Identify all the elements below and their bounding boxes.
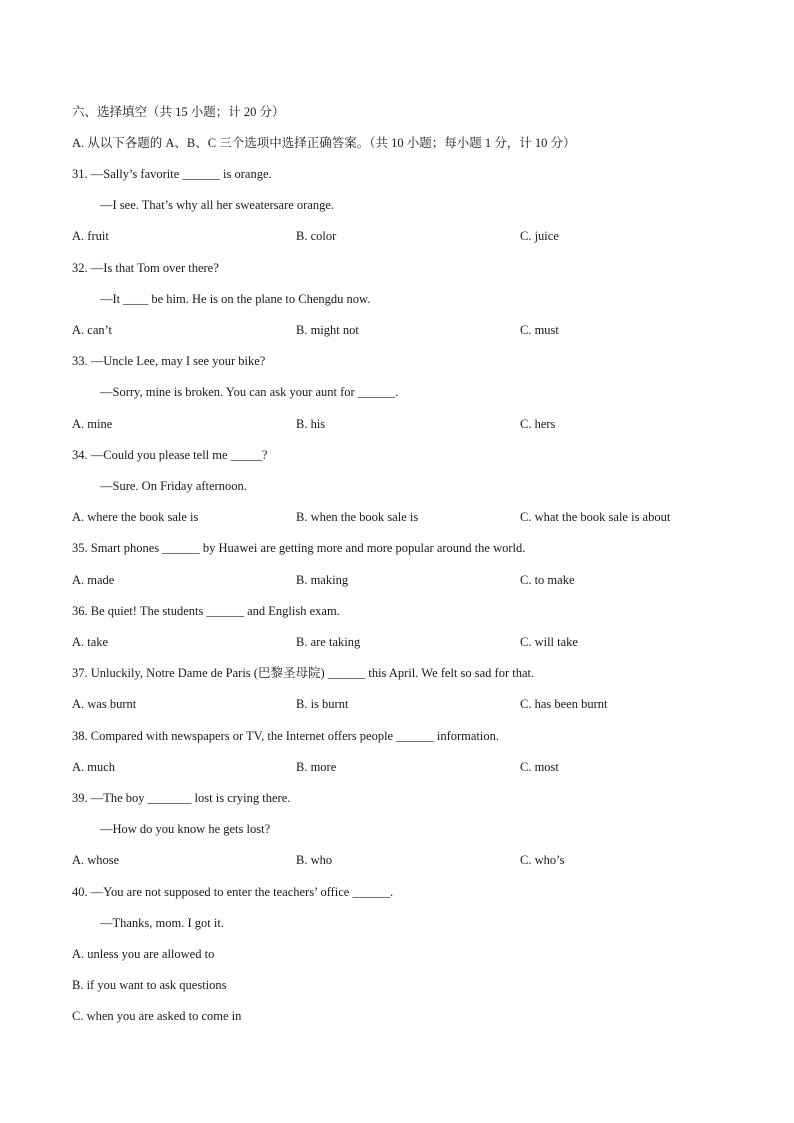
question-33-option-a: A. mine (72, 417, 113, 431)
question-37-option-c: C. has been burnt (520, 697, 608, 711)
question-31-option-b: B. color (296, 229, 337, 243)
question-39-response: —How do you know he gets lost? (100, 822, 271, 836)
question-35-option-a: A. made (72, 573, 115, 587)
question-33-stem: 33. —Uncle Lee, may I see your bike? (72, 354, 266, 368)
question-36-option-a: A. take (72, 635, 109, 649)
question-32-response: —It ____ be him. He is on the plane to Chengdu now. (100, 292, 371, 306)
question-34-option-c: C. what the book sale is about (520, 510, 671, 524)
question-33-option-c: C. hers (520, 417, 556, 431)
question-36-stem: 36. Be quiet! The students ______ and English exam. (72, 604, 340, 618)
question-40-stem: 40. —You are not supposed to enter the teachers’ office ______. (72, 885, 394, 899)
question-32-option-b: B. might not (296, 323, 359, 337)
question-40-response: —Thanks, mom. I got it. (100, 916, 224, 930)
question-33-response: —Sorry, mine is broken. You can ask your aunt for ______. (100, 385, 399, 399)
question-33-option-b: B. his (296, 417, 326, 431)
part-a-instruction: A. 从以下各题的 A、B、C 三个选项中选择正确答案。（共 10 小题；每小题 1 分，计 10 分） (72, 136, 576, 150)
question-36-option-c: C. will take (520, 635, 578, 649)
section-title: 六、选择填空（共 15 小题；计 20 分） (72, 105, 285, 119)
question-32-stem: 32. —Is that Tom over there? (72, 261, 219, 275)
question-34-stem: 34. —Could you please tell me _____? (72, 448, 268, 462)
question-32-option-c: C. must (520, 323, 559, 337)
question-39-option-c: C. who’s (520, 853, 565, 867)
question-34-option-b: B. when the book sale is (296, 510, 419, 524)
question-35-option-b: B. making (296, 573, 349, 587)
question-37-stem: 37. Unluckily, Notre Dame de Paris (巴黎圣母院) ______ this April. We felt so sad for that. (72, 666, 535, 680)
question-38-option-c: C. most (520, 760, 559, 774)
question-32-option-a: A. can’t (72, 323, 113, 337)
question-38-option-b: B. more (296, 760, 337, 774)
question-31-option-a: A. fruit (72, 229, 109, 243)
question-34-response: —Sure. On Friday afternoon. (100, 479, 247, 493)
question-35-stem: 35. Smart phones ______ by Huawei are getting more and more popular around the world. (72, 541, 526, 555)
question-40-option-c: C. when you are asked to come in (72, 1009, 242, 1023)
question-36-option-b: B. are taking (296, 635, 361, 649)
question-40-option-b: B. if you want to ask questions (72, 978, 227, 992)
question-39-stem: 39. —The boy _______ lost is crying there. (72, 791, 291, 805)
question-35-option-c: C. to make (520, 573, 575, 587)
question-37-option-b: B. is burnt (296, 697, 349, 711)
question-31-response: —I see. That’s why all her sweatersare orange. (100, 198, 335, 212)
question-38-option-a: A. much (72, 760, 116, 774)
question-40-option-a: A. unless you are allowed to (72, 947, 215, 961)
question-37-option-a: A. was burnt (72, 697, 137, 711)
question-38-stem: 38. Compared with newspapers or TV, the Internet offers people ______ information. (72, 729, 499, 743)
question-39-option-a: A. whose (72, 853, 120, 867)
question-39-option-b: B. who (296, 853, 333, 867)
question-31-option-c: C. juice (520, 229, 559, 243)
question-31-stem: 31. —Sally’s favorite ______ is orange. (72, 167, 272, 181)
question-34-option-a: A. where the book sale is (72, 510, 199, 524)
